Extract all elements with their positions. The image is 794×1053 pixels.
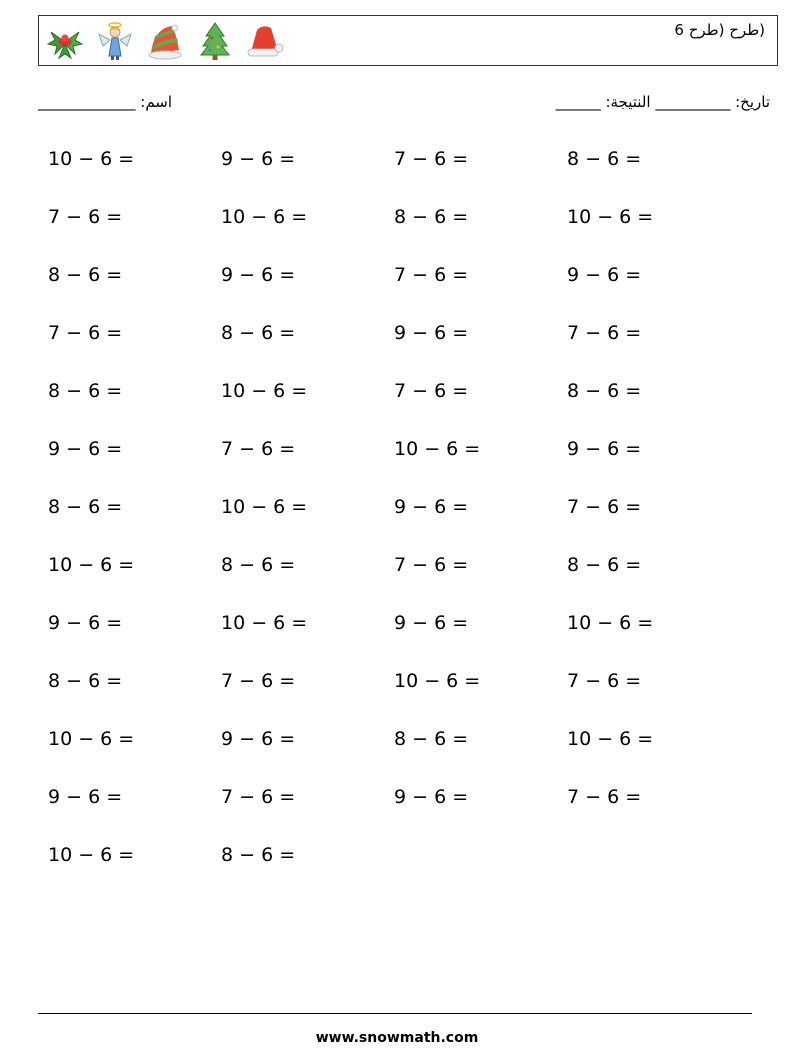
problem-item: 10 − 6 = [567, 206, 654, 228]
problem-item: 9 − 6 = [394, 786, 469, 808]
footer-url: www.snowmath.com [315, 1030, 479, 1046]
problem-item: 7 − 6 = [48, 322, 123, 344]
problem-item: 8 − 6 = [221, 844, 296, 866]
problem-item: 10 − 6 = [394, 670, 481, 692]
problem-item: 10 − 6 = [221, 380, 308, 402]
problem-item: 10 − 6 = [48, 148, 135, 170]
problem-item: 8 − 6 = [567, 554, 642, 576]
problem-item: 9 − 6 = [394, 496, 469, 518]
problem-item: 8 − 6 = [48, 670, 123, 692]
problem-item: 9 − 6 = [48, 612, 123, 634]
angel-icon [95, 20, 135, 62]
problem-item: 10 − 6 = [394, 438, 481, 460]
date-score-field: ______ :تاريخ: __________ النتيجة [555, 93, 770, 111]
problem-item: 9 − 6 = [567, 264, 642, 286]
footer-divider [38, 1013, 752, 1014]
problem-item: 9 − 6 = [48, 786, 123, 808]
problem-item: 7 − 6 = [567, 322, 642, 344]
problem-item: 9 − 6 = [48, 438, 123, 460]
problem-item: 10 − 6 = [48, 844, 135, 866]
problem-item: 8 − 6 = [48, 380, 123, 402]
problem-item: 7 − 6 = [48, 206, 123, 228]
problem-item: 7 − 6 = [394, 554, 469, 576]
problem-item: 8 − 6 = [394, 728, 469, 750]
christmas-tree-icon [195, 20, 235, 62]
problem-item: 10 − 6 = [567, 612, 654, 634]
problem-item: 8 − 6 = [567, 380, 642, 402]
problem-item: 9 − 6 = [394, 322, 469, 344]
problem-item: 10 − 6 = [221, 206, 308, 228]
problem-item: 10 − 6 = [567, 728, 654, 750]
striped-hat-icon [145, 20, 185, 62]
problem-item: 8 − 6 = [48, 496, 123, 518]
problem-item: 8 − 6 = [221, 322, 296, 344]
problem-item: 9 − 6 = [567, 438, 642, 460]
problem-item: 7 − 6 = [394, 148, 469, 170]
problem-item: 7 − 6 = [221, 786, 296, 808]
problem-item: 9 − 6 = [221, 264, 296, 286]
problem-item: 7 − 6 = [567, 786, 642, 808]
problem-item: 9 − 6 = [221, 148, 296, 170]
problem-item: 7 − 6 = [567, 670, 642, 692]
problem-item: 8 − 6 = [567, 148, 642, 170]
problem-item: 10 − 6 = [221, 612, 308, 634]
problem-item: 8 − 6 = [394, 206, 469, 228]
header-icons [45, 20, 285, 62]
problem-item: 7 − 6 = [221, 670, 296, 692]
problem-item: 7 − 6 = [221, 438, 296, 460]
worksheet-title: (طرح (طرح 6 [674, 21, 765, 39]
problem-item: 10 − 6 = [48, 554, 135, 576]
problem-item: 8 − 6 = [221, 554, 296, 576]
santa-hat-icon [245, 20, 285, 62]
problem-item: 10 − 6 = [221, 496, 308, 518]
worksheet-header [38, 15, 778, 66]
problem-item: 10 − 6 = [48, 728, 135, 750]
problem-item: 8 − 6 = [48, 264, 123, 286]
problem-item: 9 − 6 = [221, 728, 296, 750]
problem-item: 7 − 6 = [394, 380, 469, 402]
problem-item: 7 − 6 = [394, 264, 469, 286]
problem-item: 9 − 6 = [394, 612, 469, 634]
holly-icon [45, 20, 85, 62]
name-field: _____________ :اسم [38, 93, 173, 111]
problem-item: 7 − 6 = [567, 496, 642, 518]
